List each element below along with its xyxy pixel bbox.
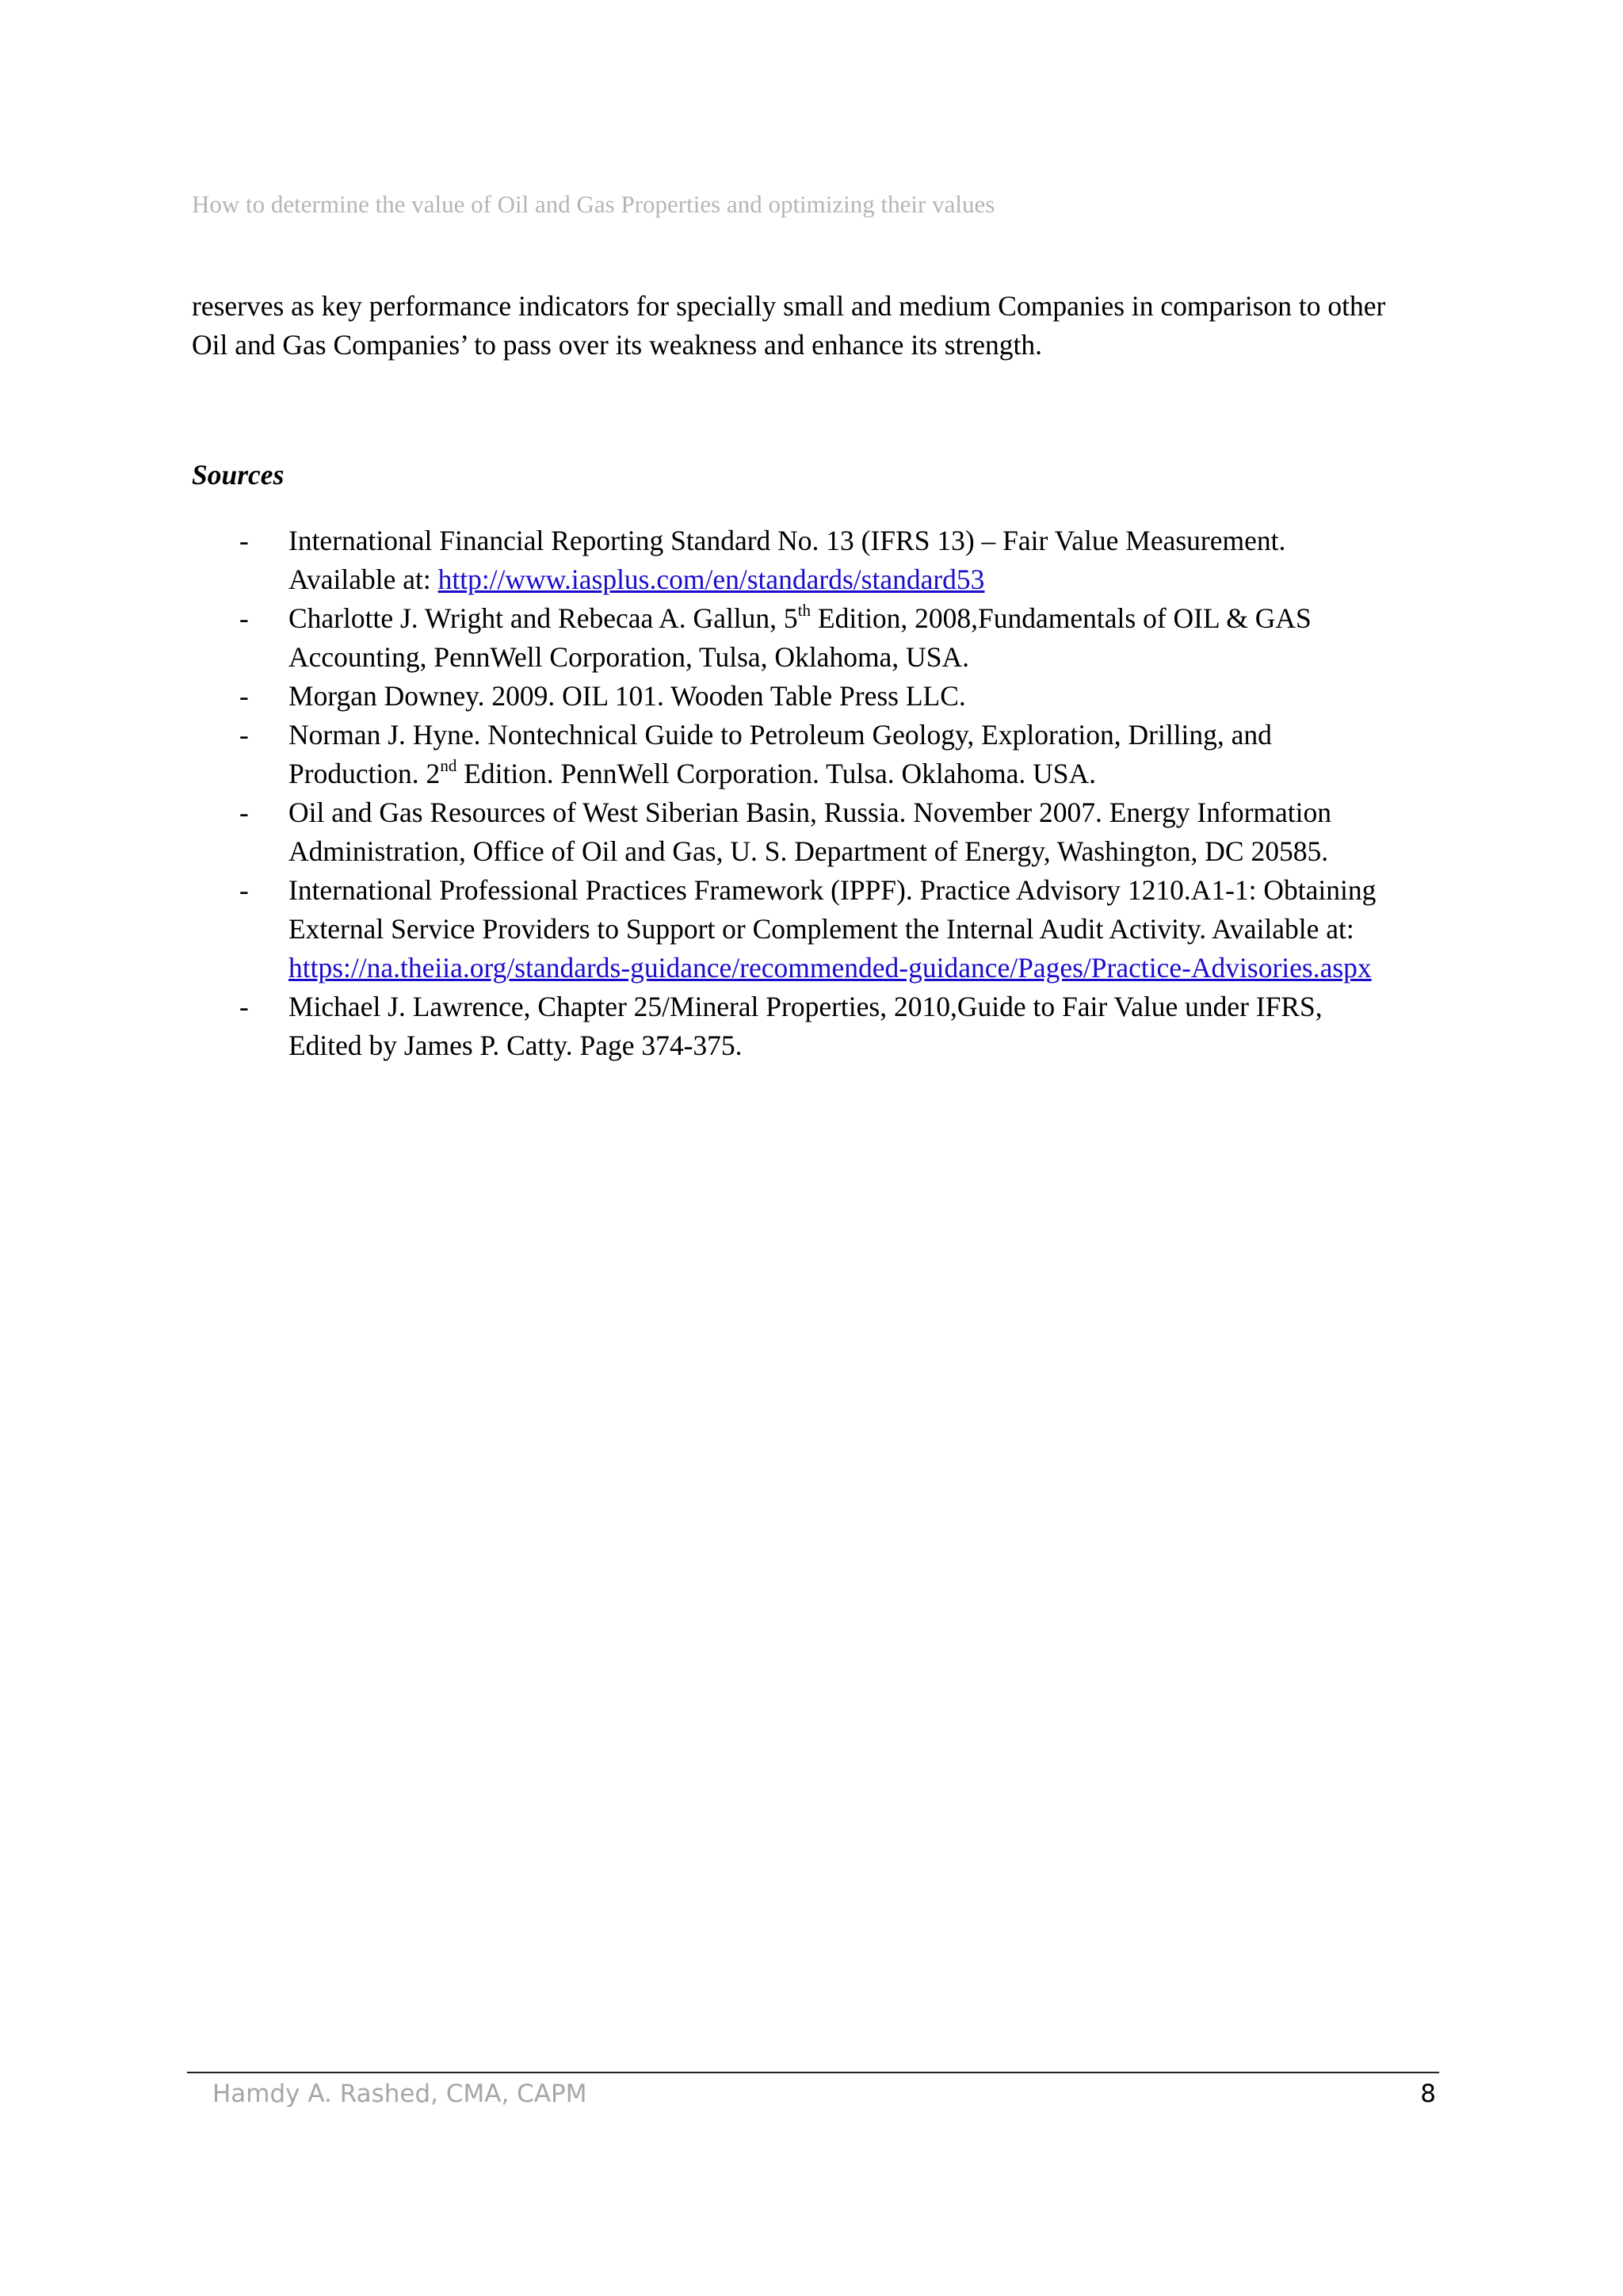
source-text: Norman J. Hyne. Nontechnical Guide to Petroleum Geology, Exploration, Drilling, and xyxy=(288,719,1272,751)
source-text: Michael J. Lawrence, Chapter 25/Mineral Properties, 2010,Guide to Fair Value under IFRS, xyxy=(288,991,1323,1022)
source-text: International Financial Reporting Standard No. 13 (IFRS 13) – Fair Value Measurement. xyxy=(288,525,1286,556)
list-bullet: - xyxy=(239,991,249,1022)
source-item-lawrence xyxy=(192,988,1491,1065)
theiia-link[interactable]: https://na.theiia.org/standards-guidance/recommended-guidance/Pages/Practice-Advisories.aspx xyxy=(288,952,1372,984)
iasplus-link[interactable]: http://www.iasplus.com/en/standards/standard53 xyxy=(437,563,985,595)
source-text-prefix: Available at: xyxy=(288,563,438,595)
footer-author: Hamdy A. Rashed, CMA, CAPM xyxy=(212,2080,587,2108)
paragraph-line: reserves as key performance indicators for specially small and medium Companies in comparison to other xyxy=(192,290,1386,322)
superscript: nd xyxy=(440,756,457,775)
sources-heading: Sources xyxy=(192,459,285,491)
source-text: Accounting, PennWell Corporation, Tulsa, Oklahoma, USA. xyxy=(288,641,969,673)
body-paragraph xyxy=(192,287,1452,365)
page-number: 8 xyxy=(1420,2080,1436,2108)
source-text xyxy=(288,599,1491,638)
source-text: International Professional Practices Framework (IPPF). Practice Advisory 1210.A1-1: Obtaining xyxy=(288,874,1377,906)
source-text-part: Edition. PennWell Corporation. Tulsa. Oklahoma. USA. xyxy=(456,758,1097,789)
footer-divider xyxy=(187,2072,1439,2073)
source-text xyxy=(288,949,1491,988)
list-bullet: - xyxy=(239,719,249,751)
source-text xyxy=(288,755,1491,793)
list-bullet: - xyxy=(239,797,249,828)
source-item-wright-gallun xyxy=(192,599,1491,677)
source-text-part: Edition, 2008,Fundamentals of OIL & GAS xyxy=(811,602,1312,634)
superscript: th xyxy=(797,601,812,620)
source-text: External Service Providers to Support or Complement the Internal Audit Activity. Available at: xyxy=(288,913,1354,945)
source-item-west-siberian xyxy=(192,793,1491,871)
source-text: Morgan Downey. 2009. OIL 101. Wooden Table Press LLC. xyxy=(288,680,966,712)
source-text xyxy=(288,560,1491,599)
source-item-ifrs13 xyxy=(192,521,1491,599)
list-bullet: - xyxy=(239,525,249,556)
list-bullet: - xyxy=(239,680,249,712)
source-text-part: Charlotte J. Wright and Rebecaa A. Gallun, 5 xyxy=(288,602,798,634)
sources-list xyxy=(192,521,1491,1065)
paragraph-line: Oil and Gas Companies’ to pass over its weakness and enhance its strength. xyxy=(192,329,1042,361)
list-bullet: - xyxy=(239,874,249,906)
source-item-hyne xyxy=(192,716,1491,793)
running-header: How to determine the value of Oil and Gas Properties and optimizing their values xyxy=(192,190,995,218)
source-text: Oil and Gas Resources of West Siberian Basin, Russia. November 2007. Energy Information xyxy=(288,797,1331,828)
source-item-downey xyxy=(192,677,1491,716)
source-text: Administration, Office of Oil and Gas, U. S. Department of Energy, Washington, DC 20585. xyxy=(288,835,1329,867)
list-bullet: - xyxy=(239,602,249,634)
source-item-ippf xyxy=(192,871,1491,988)
source-text-part: Production. 2 xyxy=(288,758,441,789)
source-text: Edited by James P. Catty. Page 374-375. xyxy=(288,1030,743,1061)
